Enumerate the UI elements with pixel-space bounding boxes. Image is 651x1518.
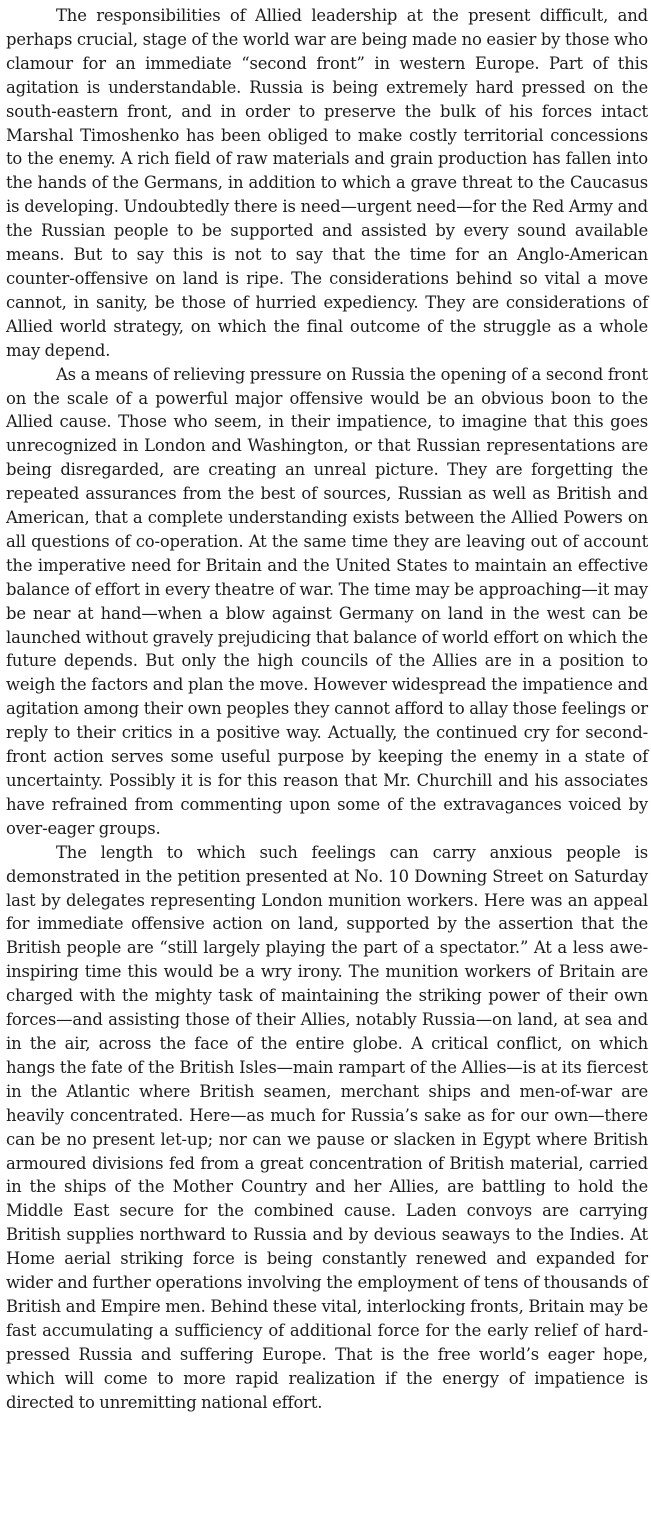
paragraph-2: As a means of relieving pressure on Russia the opening of a second front on the scale of a powerful major offensive would be an obvious boon to the Allied cause. Those who seem, in their impatience, to imagine that this goes unrecognized in London and Washington, or that Russian representations are being disregarded, are creating an unreal picture. They are forgetting the repeated assurances from the best of sources, Russian as well as British and American, that a complete understanding exists between the Allied Powers on all questions of co-operation. At the same time they are leaving out of account the imperative need for Britain and the United States to maintain an effective balance of effort in every theatre of war. The time may be approaching—it may be near at hand—when a blow against Germany on land in the west can be launched without gravely prejudicing that balance of world effort on which the future depends. But only the high councils of the Allies are in a position to weigh the factors and plan the move. However widespread the impatience and agitation among their own peoples they cannot afford to allay those feelings or reply to their critics in a positive way. Actually, the continued cry for second-front action serves some useful purpose by keeping the enemy in a state of uncertainty. Possibly it is for this reason that Mr. Churchill and his associates have refrained from commenting upon some of the extravagances voiced by over-eager groups. xyxy=(6,364,648,838)
paragraph-1: The responsibilities of Allied leadership at the present difficult, and perhaps crucial, stage of the world war are being made no easier by those who clamour for an immediate “second front” in western Europe. Part of this agitation is understandable. Russia is being extremely hard pressed on the south-eastern front, and in order to preserve the bulk of his forces intact Marshal Timoshenko has been obliged to make costly territorial concessions to the enemy. A rich field of raw materials and grain production has fallen into the hands of the Germans, in addition to which a grave threat to the Caucasus is developing. Undoubtedly there is need—urgent need—for the Red Army and the Russian people to be supported and assisted by every sound available means. But to say this is not to say that the time for an Anglo-American counter-offensive on land is ripe. The considerations behind so vital a move cannot, in sanity, be those of hurried expediency. They are considerations of Allied world strategy, on which the final outcome of the struggle as a whole may depend. xyxy=(6,6,648,360)
paragraph-3: The length to which such feelings can carry anxious people is demonstrated in the petition presented at No. 10 Downing Street on Saturday last by delegates representing London munition workers. Here was an appeal for immediate offensive action on land, supported by the assertion that the British people are “still largely playing the part of a spectator.” At a less awe-inspiring time this would be a wry irony. The munition workers of Britain are charged with the mighty task of maintaining the striking power of their own forces—and assisting those of their Allies, notably Russia—on land, at sea and in the air, across the face of the entire globe. A critical conflict, on which hangs the fate of the British Isles—main rampart of the Allies—is at its fiercest in the Atlantic where British seamen, merchant ships and men-of-war are heavily concentrated. Here—as much for Russia’s sake as for our own—there can be no present let-up; nor can we pause or slacken in Egypt where British armoured divisions fed from a great concentration of British material, carried in the ships of the Mother Country and her Allies, are battling to hold the Middle East secure for the combined cause. Laden convoys are carrying British supplies northward to Russia and by devious seaways to the Indies. At Home aerial striking force is being constantly renewed and expanded for wider and further operations involving the employment of tens of thousands of British and Empire men. Behind these vital, interlocking fronts, Britain may be fast accumulating a sufficiency of additional force for the early relief of hard-pressed Russia and suffering Europe. That is the free world’s eager hope, which will come to more rapid realization if the energy of impatience is directed to unremitting national effort. xyxy=(6,842,648,1412)
editorial-article xyxy=(6,4,648,1414)
